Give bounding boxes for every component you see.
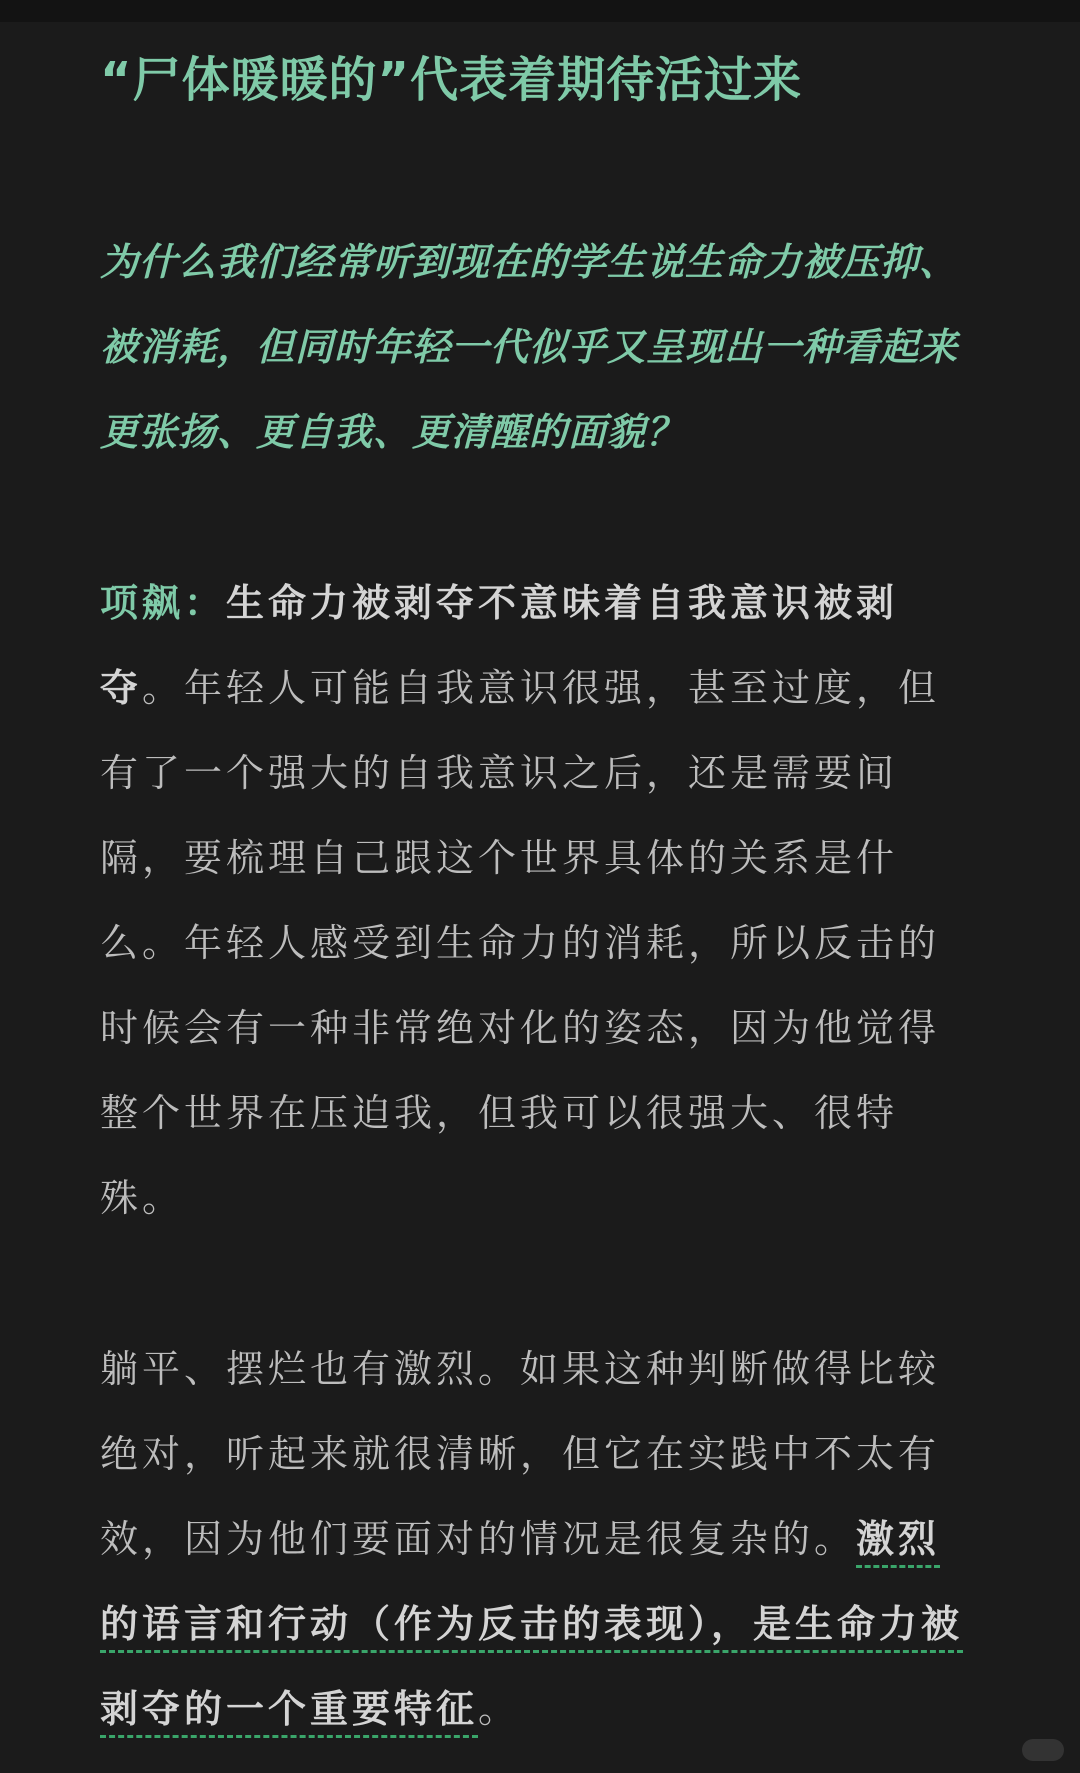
answer-lead: 生命力被剥夺不意味着自我意识被剥夺 (100, 581, 899, 710)
answer-body: 。年轻人可能自我意识很强，甚至过度，但有了一个强大的自我意识之后，还是需要间隔，要梳理自己跟这个世界具体的关系是什么。年轻人感受到生命力的消耗，所以反击的时候会有一种非常绝对化的姿态，因为他觉得整个世界在压迫我，但我可以很强大、很特殊。 (100, 666, 941, 1220)
top-bar (0, 0, 1080, 22)
second-paragraph (100, 1327, 980, 1752)
speaker-name: 项飙： (100, 581, 227, 625)
article (100, 40, 980, 1752)
second-paragraph-body: 躺平、摆烂也有激烈。如果这种判断做得比较绝对，听起来就很清晰，但它在实践中不太有效，因为他们要面对的情况是很复杂的。 (100, 1347, 941, 1561)
article-heading: “尸体暖暖的”代表着期待活过来 (100, 52, 803, 108)
answer-paragraph (100, 561, 980, 1241)
second-paragraph-end: 。 (478, 1687, 521, 1731)
emphasis-underlined: 激烈的语言和行动（作为反击的表现），是生命力被剥夺的一个重要特征 (100, 1517, 963, 1738)
interview-question: 为什么我们经常听到现在的学生说生命力被压抑、被消耗，但同时年轻一代似乎又呈现出一种看起来更张扬、更自我、更清醒的面貌？ (100, 240, 959, 454)
watermark-badge (1022, 1739, 1064, 1761)
